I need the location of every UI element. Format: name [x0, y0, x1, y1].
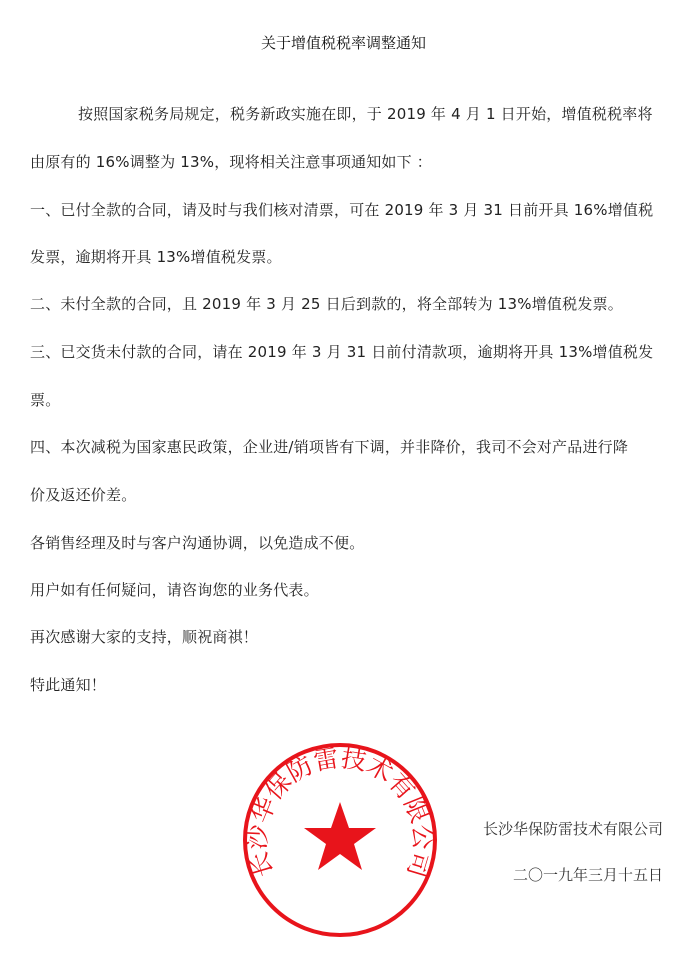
paragraph-item-3-line-1: 三、已交货未付款的合同，请在 2019 年 3 月 31 日前付清款项，逾期将开具 13%增值税发	[30, 343, 654, 361]
signature-date: 二〇一九年三月十五日	[512, 866, 663, 884]
signature-company: 长沙华保防雷技术有限公司	[482, 820, 663, 838]
paragraph-item-1-line-1: 一、已付全款的合同，请及时与我们核对清票，可在 2019 年 3 月 31 日前开具 16%增值税	[30, 201, 654, 219]
seal-text: 长沙华保防雷技术有限公司	[242, 743, 438, 881]
paragraph-item-4-line-1: 四、本次减税为国家惠民政策，企业进/销项皆有下调，并非降价，我司不会对产品进行降	[30, 438, 629, 456]
seal-star-icon	[304, 802, 376, 870]
paragraph-item-4-line-2: 价及返还价差。	[30, 486, 137, 504]
paragraph-questions: 用户如有任何疑问，请咨询您的业务代表。	[30, 581, 319, 599]
paragraph-item-1-line-2: 发票，逾期将开具 13%增值税发票。	[30, 248, 282, 266]
paragraph-item-3-line-2: 票。	[30, 391, 61, 409]
paragraph-sales: 各销售经理及时与客户沟通协调，以免造成不便。	[30, 534, 365, 552]
company-seal	[240, 740, 440, 940]
paragraph-intro-line-1: 按照国家税务局规定，税务新政实施在即，于 2019 年 4 月 1 日开始，增值税税率将	[78, 105, 653, 123]
document-title: 关于增值税税率调整通知	[260, 34, 426, 52]
paragraph-thanks: 再次感谢大家的支持，顺祝商祺！	[30, 628, 259, 646]
paragraph-closing: 特此通知！	[30, 676, 107, 694]
paragraph-item-2: 二、未付全款的合同，且 2019 年 3 月 25 日后到款的，将全部转为 13%增值税发票。	[30, 295, 623, 313]
paragraph-intro-line-2: 由原有的 16%调整为 13%，现将相关注意事项通知如下 ：	[30, 153, 432, 171]
